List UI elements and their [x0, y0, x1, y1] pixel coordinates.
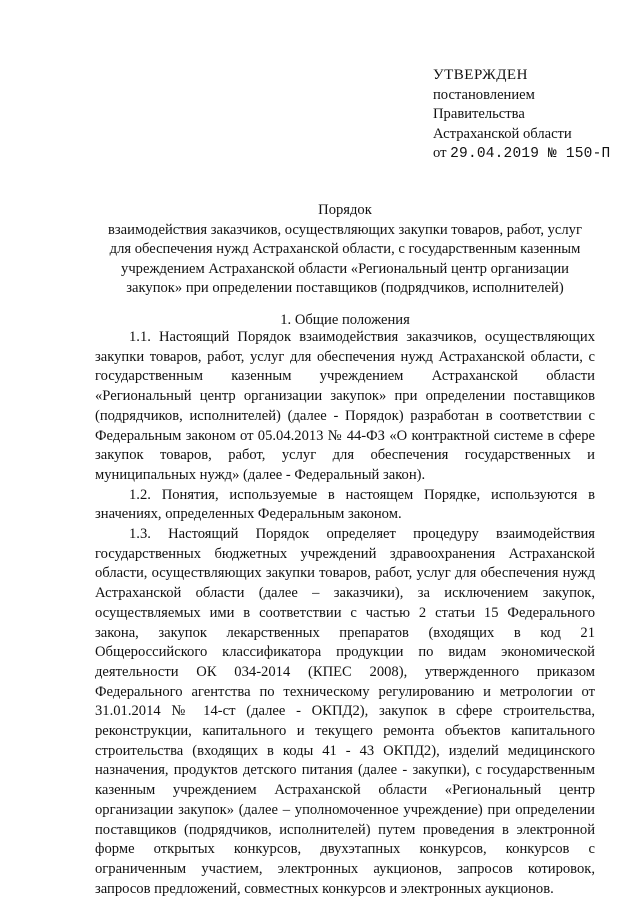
approval-line-3: Астраханской области	[433, 125, 572, 142]
paragraph-1-2: 1.2. Понятия, используемые в настоящем Порядке, используются в значениях, определенных Федеральным законом.	[95, 486, 595, 523]
approval-date-line	[433, 144, 610, 165]
heading-line-2: для обеспечения нужд Астраханской области, с государственным казенным	[109, 241, 581, 257]
document-title: Порядок	[318, 202, 372, 218]
approval-line-2: Правительства	[433, 106, 525, 122]
section-title: 1. Общие положения	[280, 312, 410, 328]
approval-date-prefix: от	[433, 145, 447, 161]
heading-line-3: учреждением Астраханской области «Региональный центр организации	[121, 260, 569, 277]
paragraph-1-1: 1.1. Настоящий Порядок взаимодействия заказчиков, осуществляющих закупки товаров, работ, услуг для обеспечения нужд Астраханской области, с государственным казенным учреждением Астраханской области «Региональный центр организации закупок» при определении поставщиков (подрядчиков, исполнителей) (далее - Порядок) разработан в соответствии с Федеральным законом от 05.04.2013 № 44-ФЗ «О контрактной системе в сфере закупок товаров, работ, услуг для обеспечения государственных и муниципальных нужд» (далее - Федеральный закон).	[95, 329, 595, 483]
document-heading	[95, 201, 595, 299]
approval-line-1: постановлением	[433, 86, 535, 103]
heading-line-4: закупок» при определении поставщиков (подрядчиков, исполнителей)	[126, 280, 564, 296]
approval-date-value: 29.04.2019 № 150-П	[450, 146, 611, 162]
approval-title: УТВЕРЖДЕН	[433, 67, 528, 83]
paragraph-1-3: 1.3. Настоящий Порядок определяет процедуру взаимодействия государственных бюджетных учреждений здравоохранения Астраханской области, осуществляющих закупки товаров, работ, услуг для обеспечения нужд Астраханской области (далее – заказчики), за исключением закупок, осуществляемых ими в соответствии с частью 2 статьи 15 Федерального закона, закупок лекарственных препаратов (входящих в код 21 Общероссийского классификатора продукции по видам экономической деятельности ОК 034-2014 (КПЕС 2008), утвержденного приказом Федерального агентства по техническому регулированию и метрологии от 31.01.2014 № 14-ст (далее - ОКПД2), закупок в сфере строительства, реконструкции, капитального и текущего ремонта объектов капитального строительства (входящих в коды 41 - 43 ОКПД2), изделий медицинского назначения, продуктов детского питания (далее - закупки), с государственным казенным учреждением Астраханской области «Региональный центр организации закупок» (далее – уполномоченное учреждение) при определении поставщиков (подрядчиков, исполнителей) путем проведения в электронной форме открытых конкурсов, двухэтапных конкурсов, конкурсов с ограниченным участием, электронных аукционов, запросов котировок, запросов предложений, совместных конкурсов и электронных аукционов.	[95, 526, 595, 897]
heading-line-1: взаимодействия заказчиков, осуществляющих закупки товаров, работ, услуг	[108, 221, 582, 238]
document-body	[95, 328, 595, 899]
approval-stamp	[433, 66, 610, 165]
